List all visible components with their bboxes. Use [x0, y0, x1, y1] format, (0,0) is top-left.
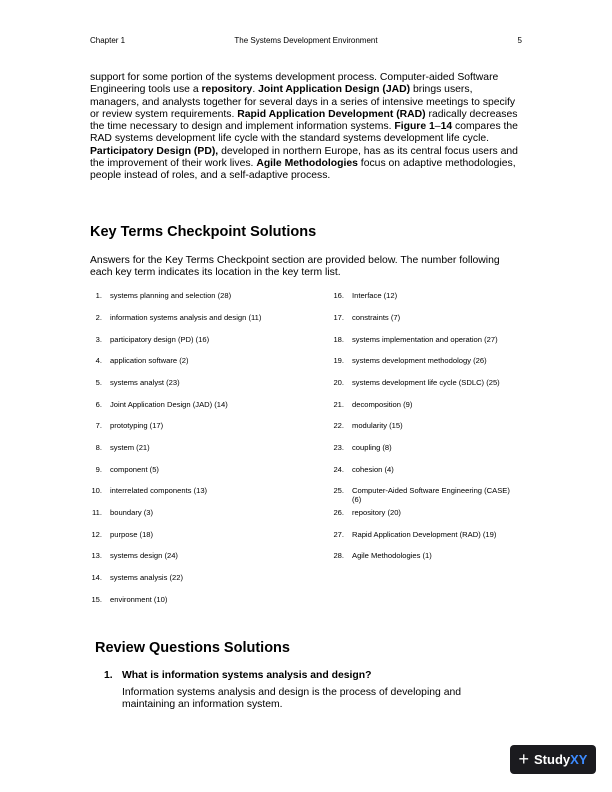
- term-text: cohesion (4): [352, 465, 394, 474]
- bold-term: Participatory Design (PD),: [90, 145, 219, 157]
- review-questions-heading: Review Questions Solutions: [95, 640, 290, 656]
- term-number: 10.: [91, 486, 102, 495]
- term-number: 27.: [333, 530, 344, 539]
- term-number: 19.: [333, 356, 344, 365]
- answer-text: Information systems analysis and design is the process of developing and maintaining an information system.: [122, 687, 462, 711]
- term-text: system (21): [110, 443, 150, 452]
- term-text: systems implementation and operation (27): [352, 335, 498, 344]
- intro-text: .: [252, 84, 259, 96]
- term-number: 5.: [95, 378, 102, 387]
- brand-name: [534, 752, 587, 767]
- term-text: participatory design (PD) (16): [110, 335, 210, 344]
- term-number: 22.: [333, 421, 344, 430]
- term-text: component (5): [110, 465, 159, 474]
- key-terms-description: Answers for the Key Terms Checkpoint section are provided below. The number following each key term indicates its location in the key term list.: [90, 255, 500, 279]
- intro-text: compares the RAD systems development life cycle with the standard systems development life cycle.: [90, 121, 518, 145]
- intro-text: support for some portion of the systems development process. Computer-aided Software Engineering tools use a: [90, 72, 499, 96]
- bold-term: Figure 1: [394, 121, 435, 133]
- term-number: 28.: [333, 551, 344, 560]
- term-text: repository (20): [352, 508, 401, 517]
- term-number: 17.: [333, 313, 344, 322]
- term-number: 12.: [91, 530, 102, 539]
- bold-term: repository: [201, 84, 253, 96]
- page-number: 5: [517, 36, 522, 45]
- term-number: 11.: [92, 508, 102, 517]
- review-question: [104, 670, 371, 681]
- page-header: [90, 36, 522, 48]
- term-text: coupling (8): [352, 443, 392, 452]
- term-text: systems design (24): [110, 551, 178, 560]
- term-number: 2.: [95, 313, 102, 322]
- intro-text: brings users, managers, and analysts together for several days in a series of intensive meetings to specify or review system requirements.: [90, 84, 516, 120]
- bold-term: Rapid Application Development (RAD): [237, 108, 426, 120]
- term-number: 13.: [91, 551, 102, 560]
- intro-text: focus on adaptive methodologies, people instead of roles, and a self-adaptive process.: [90, 158, 516, 182]
- term-text: information systems analysis and design (11): [110, 313, 262, 322]
- term-number: 4.: [95, 356, 102, 365]
- term-number: 26.: [333, 508, 344, 517]
- term-number: 18.: [333, 335, 344, 344]
- term-number: 6.: [95, 400, 102, 409]
- term-number: 8.: [95, 443, 102, 452]
- term-text: systems analysis (22): [110, 573, 184, 582]
- studyxy-badge[interactable]: [510, 745, 596, 774]
- term-number: 14.: [91, 573, 102, 582]
- term-text: Rapid Application Development (RAD) (19): [352, 530, 497, 539]
- term-text: systems development life cycle (SDLC) (25): [352, 378, 500, 387]
- chapter-title: The Systems Development Environment: [234, 36, 378, 45]
- chapter-label: Chapter 1: [90, 36, 126, 45]
- intro-text: radically decreases the time necessary to design and implement information systems.: [90, 108, 518, 133]
- term-number: 21.: [333, 400, 344, 409]
- intro-text: developed in northern Europe, has as its central focus users and the improvement of their work lives.: [90, 145, 518, 170]
- term-text: constraints (7): [352, 313, 401, 322]
- term-text: Joint Application Design (JAD) (14): [110, 400, 228, 409]
- term-text: Interface (12): [352, 291, 398, 300]
- term-number: 24.: [333, 465, 344, 474]
- term-text: purpose (18): [110, 530, 154, 539]
- term-text: systems development methodology (26): [352, 356, 487, 365]
- term-text: prototyping (17): [110, 421, 164, 430]
- bold-term: Joint Application Design (JAD): [258, 84, 411, 96]
- intro-paragraph: [90, 72, 522, 183]
- term-text: systems planning and selection (28): [110, 291, 232, 300]
- term-number: 25.: [333, 486, 344, 495]
- term-number: 23.: [333, 443, 344, 452]
- term-number: 20.: [333, 378, 344, 387]
- term-text: decomposition (9): [352, 400, 413, 409]
- term-number: 3.: [95, 335, 102, 344]
- plus-icon: +: [518, 748, 530, 769]
- bold-term: 14: [440, 121, 453, 133]
- term-number: 9.: [95, 465, 102, 474]
- term-text: application software (2): [110, 356, 189, 365]
- term-text: environment (10): [110, 595, 168, 604]
- intro-text: –: [434, 121, 441, 133]
- question-number: 1.: [104, 670, 113, 681]
- term-number: 15.: [91, 595, 102, 604]
- term-text: Computer-Aided Software Engineering (CASE) (6): [352, 486, 510, 504]
- brand-accent: XY: [570, 752, 588, 767]
- term-text: boundary (3): [110, 508, 154, 517]
- term-number: 1.: [95, 291, 102, 300]
- term-number: 16.: [333, 291, 344, 300]
- term-text: modularity (15): [352, 421, 403, 430]
- question-text: What is information systems analysis and design?: [122, 670, 372, 681]
- term-number: 7.: [95, 421, 102, 430]
- term-text: interrelated components (13): [110, 486, 208, 495]
- key-terms-heading: Key Terms Checkpoint Solutions: [90, 224, 317, 240]
- bold-term: Agile Methodologies: [256, 158, 358, 170]
- brand-main: Study: [534, 752, 571, 767]
- term-text: Agile Methodologies (1): [352, 551, 432, 560]
- term-text: systems analyst (23): [110, 378, 180, 387]
